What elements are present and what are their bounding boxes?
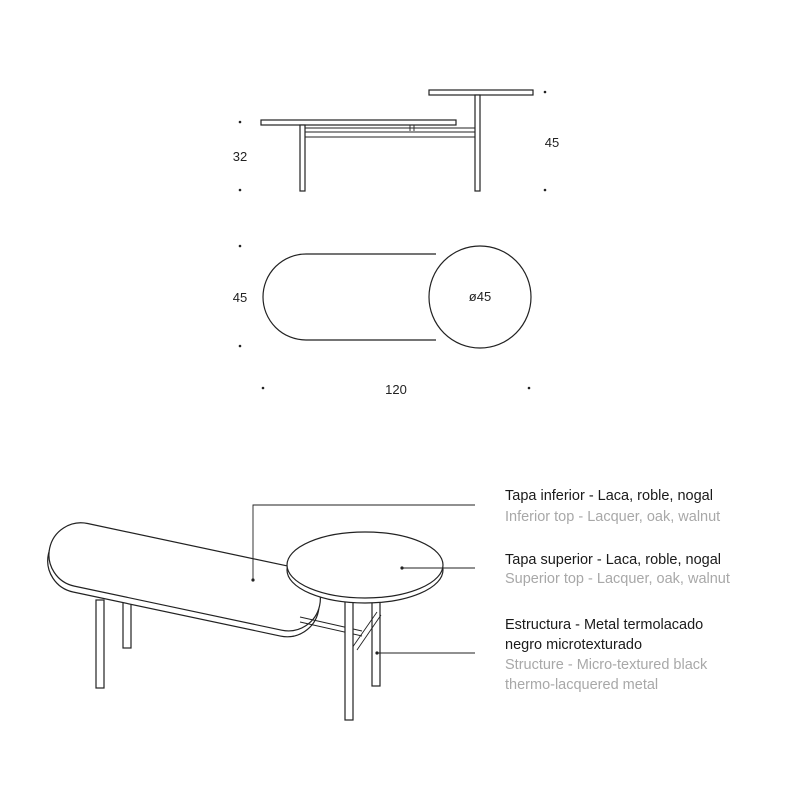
callout-structure — [505, 617, 708, 693]
back-right-leg — [372, 594, 380, 686]
callout-es: Tapa superior - Laca, roble, nogal — [505, 552, 722, 568]
callout-inferior-top — [505, 488, 720, 525]
callout-en-line2: thermo-lacquered metal — [505, 677, 659, 693]
callout-es: Tapa inferior - Laca, roble, nogal — [505, 488, 713, 504]
leader-dot — [251, 578, 254, 581]
leader-dot — [375, 651, 378, 654]
left-leg-side — [300, 125, 305, 191]
height-upper-label: 45 — [544, 135, 560, 150]
dim-dot — [544, 189, 547, 192]
callout-es-line1: Estructura - Metal termolacado — [505, 617, 704, 633]
callout-en: Inferior top - Lacquer, oak, walnut — [505, 509, 721, 525]
front-left-leg — [96, 600, 104, 688]
dim-dot — [528, 387, 531, 390]
top-plan-view — [233, 245, 531, 397]
callout-superior-top — [505, 552, 730, 587]
round-top-surface — [287, 532, 443, 598]
height-lower-label: 32 — [232, 149, 248, 164]
dim-dot — [239, 345, 242, 348]
callout-en: Superior top - Lacquer, oak, walnut — [505, 571, 730, 587]
diameter-label: ø45 — [468, 289, 492, 304]
side-elevation-view — [233, 90, 559, 191]
dim-dot — [239, 189, 242, 192]
dim-dot — [262, 387, 265, 390]
lower-top-side — [261, 120, 456, 125]
depth-label: 45 — [232, 290, 248, 305]
callout-es-line2: negro microtexturado — [505, 637, 643, 653]
dim-dot — [239, 121, 242, 124]
front-right-leg — [345, 600, 353, 720]
leader-dot — [400, 566, 403, 569]
dim-dot — [544, 91, 547, 94]
length-label: 120 — [385, 382, 407, 397]
callout-en-line1: Structure - Micro-textured black — [505, 657, 708, 673]
perspective-view — [42, 505, 475, 720]
upper-top-side — [429, 90, 533, 95]
dim-dot — [239, 245, 242, 248]
oval-top-outline — [263, 254, 436, 340]
oval-top-3d — [42, 517, 327, 643]
right-leg-side — [475, 95, 480, 191]
back-left-leg — [123, 598, 131, 648]
